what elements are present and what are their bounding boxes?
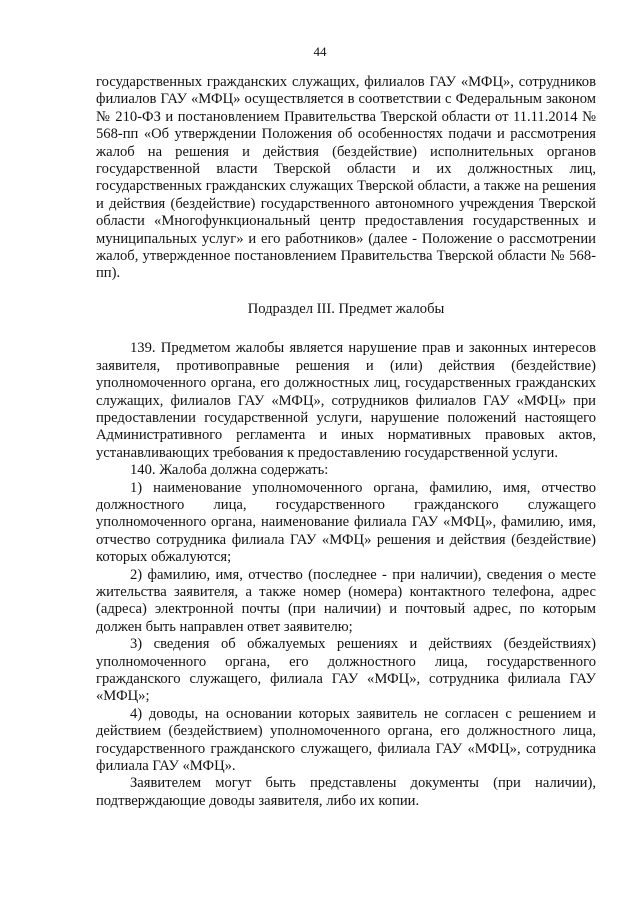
page-number: 44 — [313, 44, 327, 59]
list-item-4: 4) доводы, на основании которых заявитель не согласен с решением и действием (бездействием) уполномоченного органа, его должностного лица, государственного гражданского служащего, филиала ГАУ «МФЦ», сотрудника филиала ГАУ «МФЦ». — [96, 705, 596, 775]
paragraph-140: 140. Жалоба должна содержать: — [130, 462, 329, 479]
paragraph-139: 139. Предметом жалобы является нарушение прав и законных интересов заявителя, противоправные решения и (или) действия (бездействие) уполномоченного органа, его должностных лиц, государственных гражданских служащих, филиалов ГАУ «МФЦ», сотрудников филиалов ГАУ «МФЦ» при предоставлении государственной услуги, нарушение положений настоящего Административного регламента и иных нормативных правовых актов, устанавливающих требования к предоставлению государственной услуги. — [96, 340, 596, 461]
subsection-heading: Подраздел III. Предмет жалобы — [247, 300, 445, 317]
paragraph-documents: Заявителем могут быть представлены документы (при наличии), подтверждающие доводы заявителя, либо их копии. — [96, 775, 596, 809]
list-item-1: 1) наименование уполномоченного органа, фамилию, имя, отчество должностного лица, государственного гражданского служащего уполномоченного органа, наименование филиала ГАУ «МФЦ», фамилию, имя, отчество сотрудника филиала ГАУ «МФЦ» решения и действия (бездействие) которых обжалуются; — [96, 479, 596, 566]
document-body — [96, 74, 596, 810]
paragraph-continued: государственных гражданских служащих, филиалов ГАУ «МФЦ», сотрудников филиалов ГАУ «МФЦ» осуществляется в соответствии с Федеральным законом № 210-ФЗ и постановлением Правительства Тверской области от 11.11.2014 № 568-пп «Об утверждении Положения об особенностях подачи и рассмотрения жалоб на решения и действия (бездействие) исполнительных органов государственной власти Тверской области и их должностных лиц, государственных гражданских служащих Тверской области, а также на решения и действия (бездействие) государственного автономного учреждения Тверской области «Многофункциональный центр предоставления государственных и муниципальных услуг» и его работников» (далее - Положение о рассмотрении жалоб, утвержденное постановлением Правительства Тверской области № 568-пп). — [96, 74, 596, 282]
list-item-3: 3) сведения об обжалуемых решениях и действиях (бездействиях) уполномоченного органа, его должностного лица, государственного гражданского служащего, филиала ГАУ «МФЦ», сотрудника филиала ГАУ «МФЦ»; — [96, 636, 596, 705]
list-item-2: 2) фамилию, имя, отчество (последнее - при наличии), сведения о месте жительства заявителя, а также номер (номера) контактного телефона, адрес (адреса) электронной почты (при наличии) и почтовый адрес, по которым должен быть направлен ответ заявителю; — [96, 566, 596, 635]
